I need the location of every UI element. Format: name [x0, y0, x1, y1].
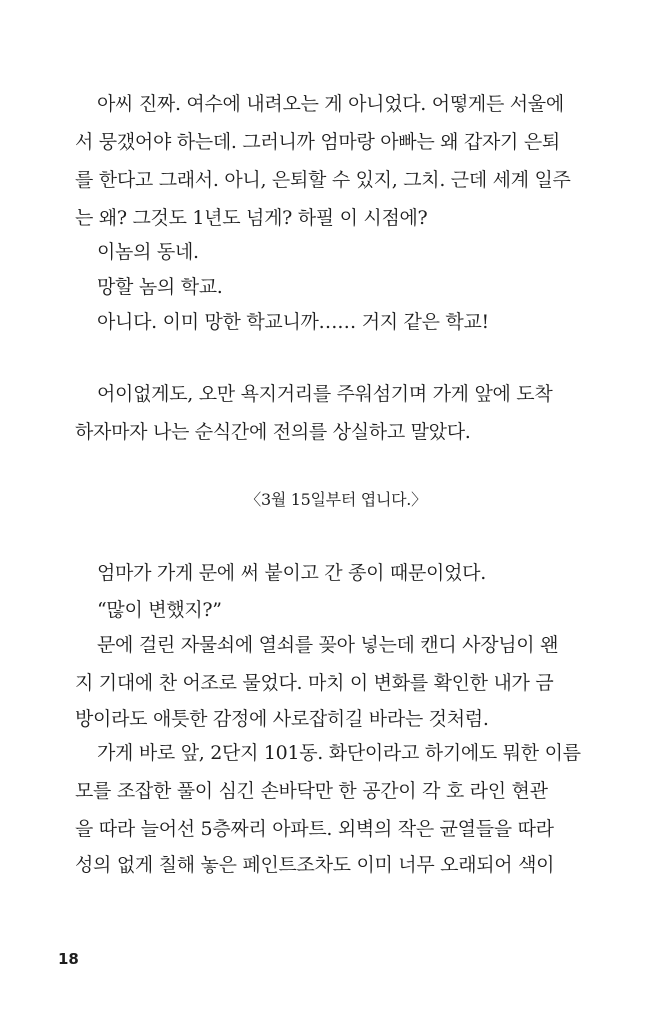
text-line: 망할 놈의 학교. — [97, 276, 223, 298]
dialogue-line: “많이 변했지?” — [97, 599, 222, 621]
text-line: 모를 조잡한 풀이 심긴 손바닥만 한 공간이 각 호 라인 현관 — [75, 780, 548, 802]
text-line: 하자마자 나는 순식간에 전의를 상실하고 말았다. — [75, 421, 471, 443]
text-line: 아니다. 이미 망한 학교니까…… 거지 같은 학교! — [97, 311, 489, 333]
text-line: 엄마가 가게 문에 써 붙이고 간 종이 때문이었다. — [97, 562, 486, 584]
text-line: 성의 없게 칠해 놓은 페인트조차도 이미 너무 오래되어 색이 — [75, 854, 555, 876]
page-number: 18 — [58, 950, 79, 968]
text-line: 가게 바로 앞, 2단지 101동. 화단이라고 하기에도 뭐한 이름 — [97, 742, 581, 764]
text-line: 서 뭉갰어야 하는데. 그러니까 엄마랑 아빠는 왜 갑자기 은퇴 — [75, 131, 560, 153]
text-line: 는 왜? 그것도 1년도 넘게? 하필 이 시점에? — [75, 207, 428, 229]
text-line: 방이라도 애틋한 감정에 사로잡히길 바라는 것처럼. — [75, 708, 489, 730]
text-line: 아씨 진짜. 여수에 내려오는 게 아니었다. 어떻게든 서울에 — [97, 93, 564, 115]
text-line: 지 기대에 찬 어조로 물었다. 마치 이 변화를 확인한 내가 금 — [75, 672, 554, 694]
text-line: 이놈의 동네. — [97, 241, 199, 263]
text-line: 를 한다고 그래서. 아니, 은퇴할 수 있지, 그치. 근데 세계 일주 — [75, 169, 571, 191]
text-line: 문에 걸린 자물쇠에 열쇠를 꽂아 넣는데 캔디 사장님이 왠 — [97, 634, 559, 656]
text-line: 어이없게도, 오만 욕지거리를 주워섬기며 가게 앞에 도착 — [97, 383, 553, 405]
text-line: 을 따라 늘어선 5층짜리 아파트. 외벽의 작은 균열들을 따라 — [75, 818, 554, 840]
notice-heading: 〈3월 15일부터 엽니다.〉 — [245, 490, 427, 509]
